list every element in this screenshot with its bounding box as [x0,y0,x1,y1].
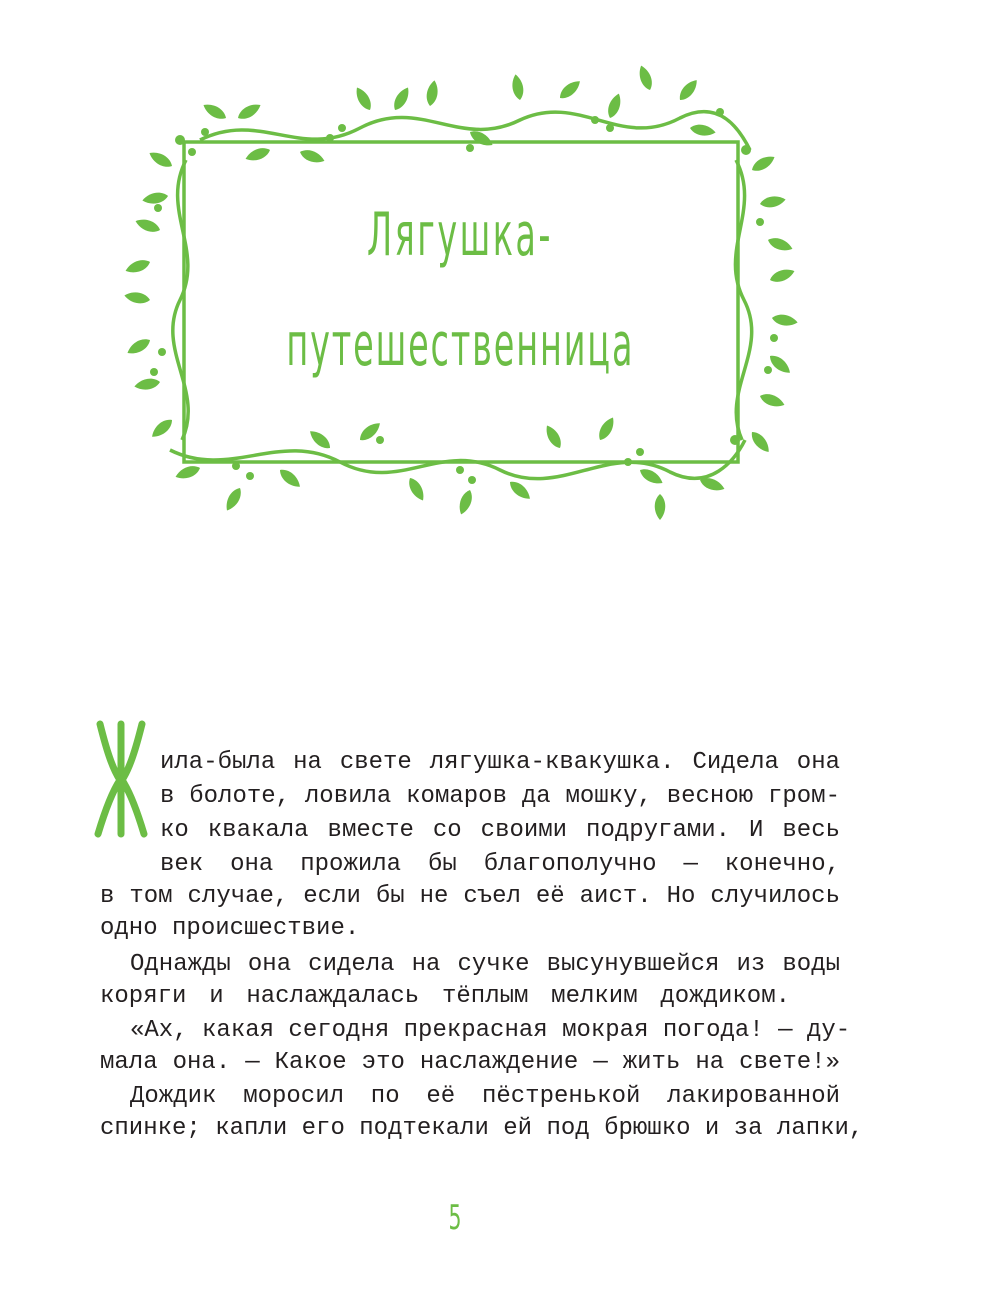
chapter-title-line2: путешественница [286,310,635,380]
paragraph-1-line-4: век она прожила бы благополучно — конечно, [160,851,840,878]
paragraph-1-line-1: ила-была на свете лягушка-квакушка. Сидела она [160,749,840,776]
decorative-leaf-frame [0,0,1000,560]
paragraph-3-line-1: «Ах, какая сегодня прекрасная мокрая погода! — ду- [130,1017,851,1044]
paragraph-3-line-2: мала она. — Какое это наслаждение — жить на свете!» [100,1049,840,1076]
paragraph-1-line-3: ко квакала вместе со своими подругами. И весь [160,817,840,844]
page-number: 5 [448,1198,462,1238]
paragraph-4-line-1: Дождик моросил по её пёстренькой лакированной [130,1083,840,1110]
paragraph-1-line-2: в болоте, ловила комаров да мошку, весною гром- [160,783,840,810]
paragraph-2-line-2: коряги и наслаждалась тёплым мелким дождиком. [100,983,790,1010]
drop-cap-letter [92,718,150,840]
chapter-title-line1: Лягушка- [367,200,553,270]
paragraph-1-line-5: в том случае, если бы не съел её аист. Но случилось [100,883,840,910]
paragraph-1-line-6: одно происшествие. [100,915,360,942]
paragraph-4-line-2: спинке; капли его подтекали ей под брюшко и за лапки, [100,1115,864,1142]
frame-rectangle [184,142,738,462]
paragraph-2-line-1: Однажды она сидела на сучке высунувшейся из воды [130,951,840,978]
